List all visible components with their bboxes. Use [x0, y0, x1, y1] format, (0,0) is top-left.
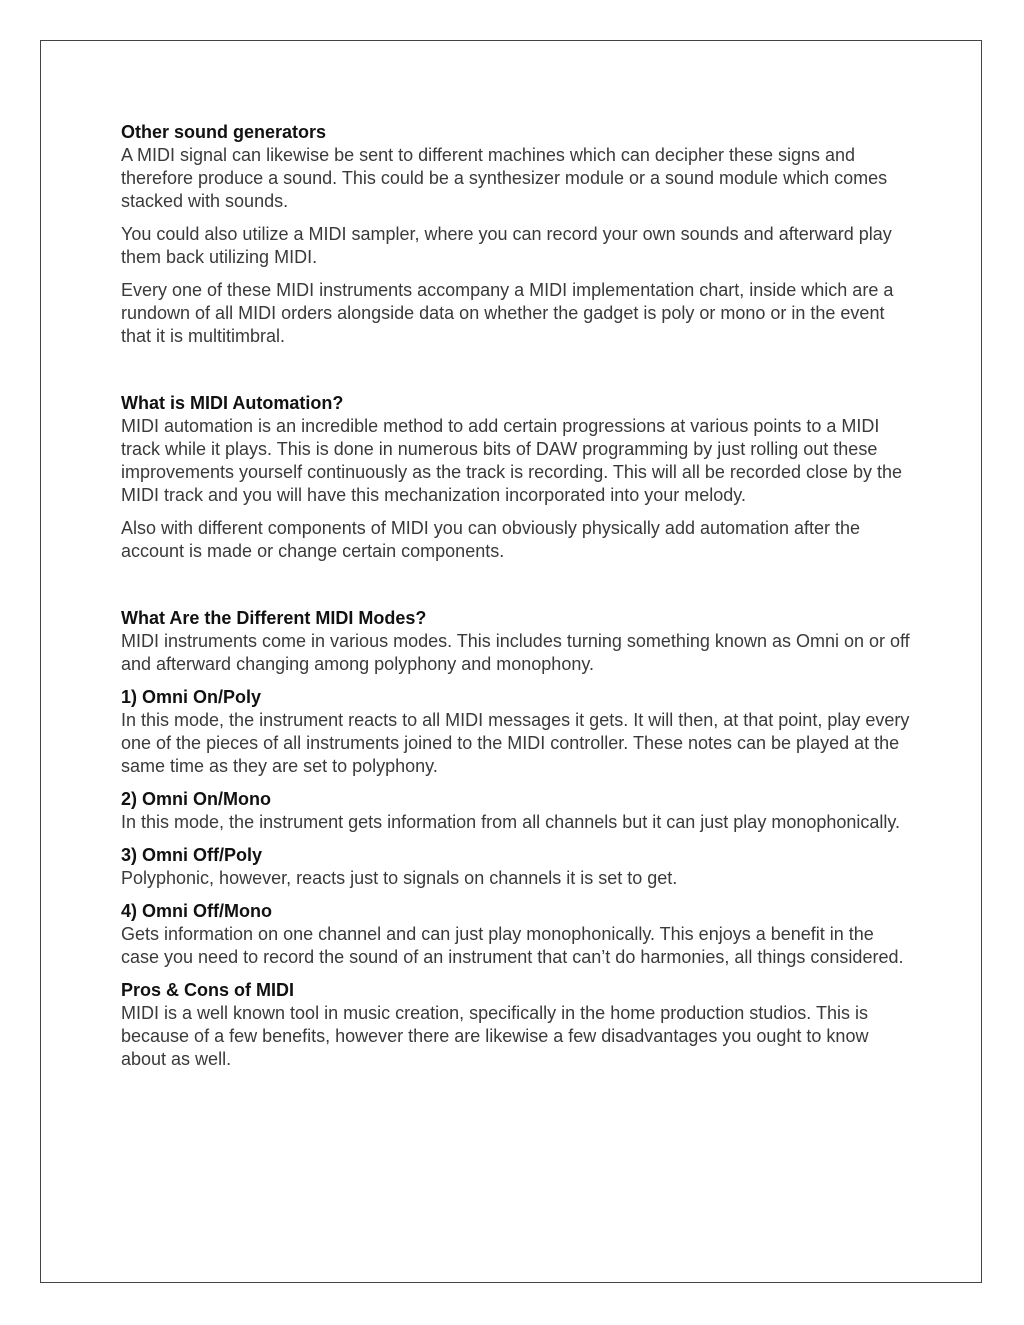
paragraph: Every one of these MIDI instruments accompany a MIDI implementation chart, inside which are a rundown of all MIDI orders alongside data on whether the gadget is poly or mono or in the event that it is multitimbral. — [121, 280, 894, 346]
paragraph: MIDI instruments come in various modes. This includes turning something known as Omni on or off and afterward changing among polyphony and monophony. — [121, 631, 910, 674]
section-omni-off-poly — [121, 844, 911, 890]
section-heading: What Are the Different MIDI Modes? — [121, 608, 427, 628]
paragraph: Also with different components of MIDI you can obviously physically add automation after the account is made or change certain components. — [121, 518, 861, 561]
section-heading: Pros & Cons of MIDI — [121, 980, 295, 1000]
section-heading: 3) Omni Off/Poly — [121, 845, 263, 865]
paragraph: MIDI is a well known tool in music creation, specifically in the home production studios. This is because of a few benefits, however there are likewise a few disadvantages you ought to know about as well. — [121, 1003, 869, 1069]
section-heading: Other sound generators — [121, 122, 327, 142]
paragraph: In this mode, the instrument gets information from all channels but it can just play monophonically. — [121, 812, 901, 832]
section-midi-automation — [121, 392, 911, 563]
section-heading: 1) Omni On/Poly — [121, 687, 262, 707]
section-omni-on-poly — [121, 686, 911, 778]
paragraph: In this mode, the instrument reacts to all MIDI messages it gets. It will then, at that point, play every one of the pieces of all instruments joined to the MIDI controller. These notes can be played at the same time as they are set to polyphony. — [121, 710, 910, 776]
section-heading: 2) Omni On/Mono — [121, 789, 271, 809]
paragraph: MIDI automation is an incredible method to add certain progressions at various points to a MIDI track while it plays. This is done in numerous bits of DAW programming by just rolling out these improvements yourself continuously as the track is recording. This will all be recorded close by the MIDI track and you will have this mechanization incorporated into your melody. — [121, 416, 903, 505]
paragraph: You could also utilize a MIDI sampler, where you can record your own sounds and afterward play them back utilizing MIDI. — [121, 224, 892, 267]
paragraph: Gets information on one channel and can just play monophonically. This enjoys a benefit in the case you need to record the sound of an instrument that can’t do harmonies, all things considered. — [121, 924, 904, 967]
paragraph: A MIDI signal can likewise be sent to different machines which can decipher these signs and therefore produce a sound. This could be a synthesizer module or a sound module which comes stacked with sounds. — [121, 145, 888, 211]
section-midi-modes — [121, 607, 911, 676]
section-heading: What is MIDI Automation? — [121, 393, 344, 413]
section-omni-off-mono — [121, 900, 911, 969]
section-heading: 4) Omni Off/Mono — [121, 901, 272, 921]
section-other-sound-generators — [121, 121, 911, 348]
section-omni-on-mono — [121, 788, 911, 834]
paragraph: Polyphonic, however, reacts just to signals on channels it is set to get. — [121, 868, 678, 888]
document-body — [121, 121, 911, 1081]
section-pros-cons — [121, 979, 911, 1071]
